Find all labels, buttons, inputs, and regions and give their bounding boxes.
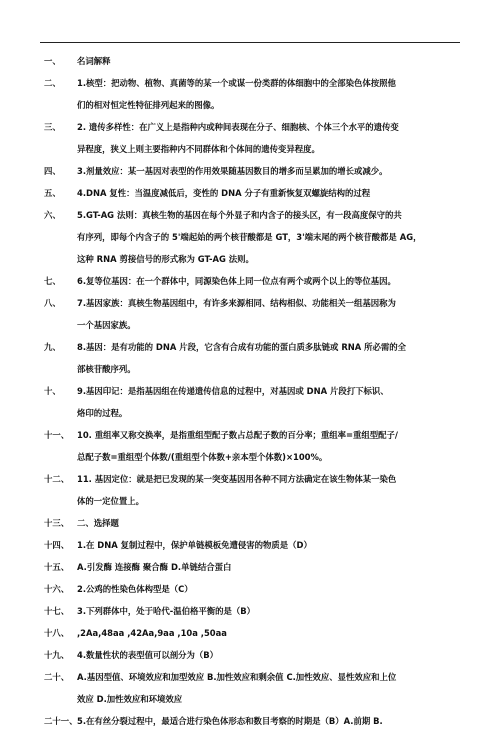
line-text: 9.基因印记：是指基因组在传递遗传信息的过程中，对基因或 DNA 片段打下标识、 (77, 386, 389, 396)
document-line (0, 270, 496, 292)
line-text: A.基因型值、环境效应和加型效应 B.加性效应和剩余值 C.加性效应、显性效应和上位 (77, 672, 397, 682)
document-line (0, 292, 496, 314)
line-index: 九、 (44, 342, 61, 352)
line-text: 1.核型：把动物、植物、真菌等的某一个或谋一份类群的体细胞中的全部染色体按照他 (77, 78, 396, 88)
line-text: 二、选择题 (77, 518, 119, 528)
document-line (0, 314, 496, 336)
document-line (0, 644, 496, 666)
document-line (0, 160, 496, 182)
line-index: 三、 (44, 122, 61, 132)
line-index: 十三、 (44, 518, 70, 528)
document-line (0, 710, 496, 732)
document-line (0, 468, 496, 490)
line-index: 十、 (44, 386, 61, 396)
line-text: 2.公鸡的性染色体构型是（C） (77, 584, 193, 594)
line-text: 4.数量性状的表型值可以剖分为（B） (77, 650, 219, 660)
document-line (0, 534, 496, 556)
line-index: 十七、 (44, 606, 70, 616)
line-continuation: 一个基因家族。 (77, 320, 136, 330)
line-index: 十四、 (44, 540, 70, 550)
document-line (0, 204, 496, 226)
document-line (0, 578, 496, 600)
document-line (0, 666, 496, 688)
line-index: 二、 (44, 78, 61, 88)
line-index: 四、 (44, 166, 61, 176)
line-continuation: 体的一定位置上。 (77, 496, 144, 506)
document-line (0, 380, 496, 402)
document-line (0, 226, 496, 248)
line-continuation: 部核苷酸序列。 (77, 364, 136, 374)
line-text: A.引发酶 连接酶 聚合酶 D.单链结合蛋白 (77, 562, 232, 572)
line-continuation: 这种 RNA 剪接信号的形式称为 GT-AG 法则。 (77, 254, 254, 264)
line-text: 10. 重组率又称交换率，是指重组型配子数占总配子数的百分率；重组率=重组型配子/ (77, 430, 398, 440)
line-index: 一、 (44, 56, 61, 66)
line-index: 十九、 (44, 650, 70, 660)
line-text: 3.剂量效应：某一基因对表型的作用效果随基因数目的增多而呈累加的增长或减少。 (77, 166, 388, 176)
line-continuation: 有序列，即每个内含子的 5'端起始的两个核苷酸都是 GT，3'端末尾的两个核苷酸都是 AG， (77, 232, 422, 242)
document-line (0, 490, 496, 512)
line-continuation: 烙印的过程。 (77, 408, 128, 418)
document-line (0, 248, 496, 270)
document-line (0, 402, 496, 424)
document-line (0, 688, 496, 710)
line-index: 六、 (44, 210, 61, 220)
line-continuation: 总配子数=重组型个体数/(重组型个体数+亲本型个体数)×100%。 (77, 452, 328, 462)
document-line (0, 72, 496, 94)
document-line (0, 50, 496, 72)
line-text: ,2Aa,48aa ,42Aa,9aa ,10a ,50aa (77, 628, 227, 638)
line-text: 6.复等位基因：在一个群体中，同源染色体上同一位点有两个或两个以上的等位基因。 (77, 276, 396, 286)
line-index: 五、 (44, 188, 61, 198)
line-text: 7.基因家族：真核生物基因组中，有许多来源相同、结构相似、功能相关一组基因称为 (77, 298, 396, 308)
document-line (0, 600, 496, 622)
line-index: 七、 (44, 276, 61, 286)
line-index: 十六、 (44, 584, 70, 594)
line-text: 3.下列群体中，处于哈代-温伯格平衡的是（B） (77, 606, 255, 616)
line-index: 十五、 (44, 562, 70, 572)
header-rule (40, 42, 460, 43)
line-text: 8.基因：是有功能的 DNA 片段，它含有合成有功能的蛋白质多肽链或 RNA 所必需的全 (77, 342, 407, 352)
line-text: 5.GT-AG 法则：真核生物的基因在每个外显子和内含子的接头区，有一段高度保守的共 (77, 210, 402, 220)
line-text: 2. 遗传多样性：在广义上是指种内或种间表现在分子、细胞核、个体三个水平的遗传变 (77, 122, 399, 132)
document-line (0, 358, 496, 380)
line-index: 二十、 (44, 672, 70, 682)
line-text: 5.在有丝分裂过程中，最适合进行染色体形态和数目考察的时期是（B）A.前期 B. (77, 716, 383, 726)
document-line (0, 138, 496, 160)
line-text: 名词解释 (77, 56, 111, 66)
line-index: 八、 (44, 298, 61, 308)
document-line (0, 446, 496, 468)
document-line (0, 182, 496, 204)
line-index: 十八、 (44, 628, 70, 638)
document-body (0, 50, 496, 732)
document-line (0, 622, 496, 644)
document-line (0, 512, 496, 534)
line-continuation: 异程度，狭义上则主要指种内不同群体和个体间的遗传变异程度。 (77, 144, 320, 154)
line-continuation: 们的相对恒定性特征排列起来的图像。 (77, 100, 220, 110)
line-continuation: 效应 D.加性效应和环境效应 (77, 694, 183, 704)
document-line (0, 556, 496, 578)
line-index: 十一、 (44, 430, 70, 440)
document-line (0, 424, 496, 446)
line-text: 11. 基因定位：就是把已发现的某一突变基因用各种不同方法确定在该生物体某一染色 (77, 474, 397, 484)
document-line (0, 94, 496, 116)
line-index: 十二、 (44, 474, 70, 484)
line-text: 1.在 DNA 复制过程中，保护单链模板免遭侵害的物质是（D） (77, 540, 312, 550)
document-line (0, 336, 496, 358)
document-line (0, 116, 496, 138)
line-text: 4.DNA 复性：当温度减低后，变性的 DNA 分子有重新恢复双螺旋结构的过程 (77, 188, 371, 198)
line-index: 二十一、 (44, 716, 78, 726)
